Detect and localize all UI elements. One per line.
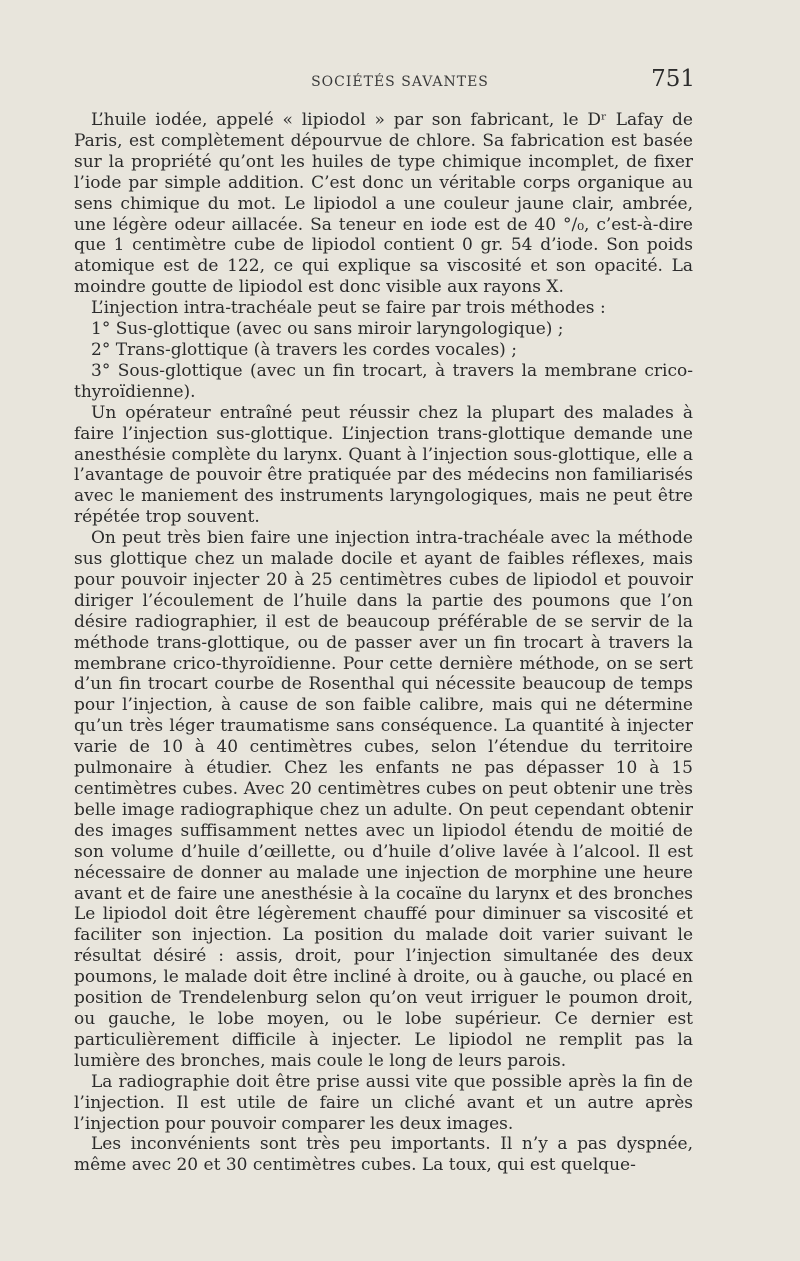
paragraph-radiography: La radiographie doit être prise aussi vite que possible après la fin de l’injection. Il est utile de faire un cliché avant et un autre après l’injection pour pouvoir comparer les deux images. [74, 1071, 693, 1134]
paragraph-technique: On peut très bien faire une injection intra-trachéale avec la méthode sus glottique chez un malade docile et ayant de faibles réflexes, mais pour pouvoir injecter 20 à 25 centimètres cubes de lipiodol et pouvoir diriger l’écoulement de l’huile dans la partie des poumons que l’on désire radiographier, il est de beaucoup préférable de se servir de la méthode trans-glottique, ou de passer aver un fin trocart à travers la membrane crico-thyroïdienne. Pour cette dernière méthode, on se sert d’un fin trocart courbe de Rosenthal qui nécessite beaucoup de temps pour l’injection, à cause de son faible calibre, mais qui ne détermine qu’un très léger traumatisme sans conséquence. La quantité à injecter varie de 10 à 40 centimètres cubes, selon l’étendue du territoire pulmonaire à étudier. Chez les enfants ne pas dépasser 10 à 15 centimètres cubes. Avec 20 centimètres cubes on peut obtenir une très belle image radiographique chez un adulte. On peut cependant obtenir des images suffisamment nettes avec un lipiodol étendu de moitié de son volume d’huile d’œillette, ou d’huile d’olive lavée à l’alcool. Il est nécessaire de donner au malade une injection de morphine une heure avant et de faire une anesthésie à la cocaïne du larynx et des bronches Le lipiodol doit être légèrement chauffé pour diminuer sa viscosité et faciliter son injection. La position du malade doit varier suivant le résultat désiré : assis, droit, pour l’injection simultanée des deux poumons, le malade doit être incliné à droite, ou à gauche, ou placé en position de Trendelenburg selon qu’on veut irriguer le poumon droit, ou gauche, le lobe moyen, ou le lobe supérieur. Ce dernier est particulièrement difficile à injecter. Le lipiodol ne remplit pas la lumière des bronches, mais coule le long de leurs parois. [74, 528, 693, 1071]
body-text [74, 110, 693, 1176]
list-item-method-1: 1° Sus-glottique (avec ou sans miroir laryngologique) ; [91, 319, 564, 340]
paragraph-injection-methods-intro: L’injection intra-trachéale peut se faire par trois méthodes : [91, 298, 606, 319]
paragraph-operator: Un opérateur entraîné peut réussir chez la plupart des malades à faire l’injection sus-glottique. L’injection trans-glottique demande une anesthésie complète du larynx. Quant à l’injection sous-glottique, elle a l’avantage de pouvoir être pratiquée par des médecins non familiarisés avec le maniement des instruments laryngologiques, mais ne peut être répétée trop souvent. [74, 402, 693, 528]
page-number: 751 [651, 66, 695, 92]
running-title: SOCIÉTÉS SAVANTES [311, 74, 489, 90]
paragraph-drawbacks: Les inconvénients sont très peu importants. Il n’y a pas dyspnée, même avec 20 et 30 centimètres cubes. La toux, qui est quelque- [74, 1134, 693, 1176]
paragraph-lipiodol-description: L’huile iodée, appelé « lipiodol » par son fabricant, le Dʳ Lafay de Paris, est complètement dépourvue de chlore. Sa fabrication est basée sur la propriété qu’ont les huiles de type chimique incomplet, de fixer l’iode par simple addition. C’est donc un véritable corps organique au sens chimique du mot. Le lipiodol a une couleur jaune clair, ambrée, une légère odeur aillacée. Sa teneur en iode est de 40 °/₀, c’est-à-dire que 1 centimètre cube de lipiodol contient 0 gr. 54 d’iode. Son poids atomique est de 122, ce qui explique sa viscosité et son opacité. La moindre goutte de lipiodol est donc visible aux rayons X. [74, 110, 693, 298]
list-item-method-2: 2° Trans-glottique (à travers les cordes vocales) ; [91, 339, 517, 360]
list-item-method-3: 3° Sous-glottique (avec un fin trocart, à travers la membrane crico-thyroïdienne). [74, 360, 693, 402]
page-header [0, 66, 800, 96]
